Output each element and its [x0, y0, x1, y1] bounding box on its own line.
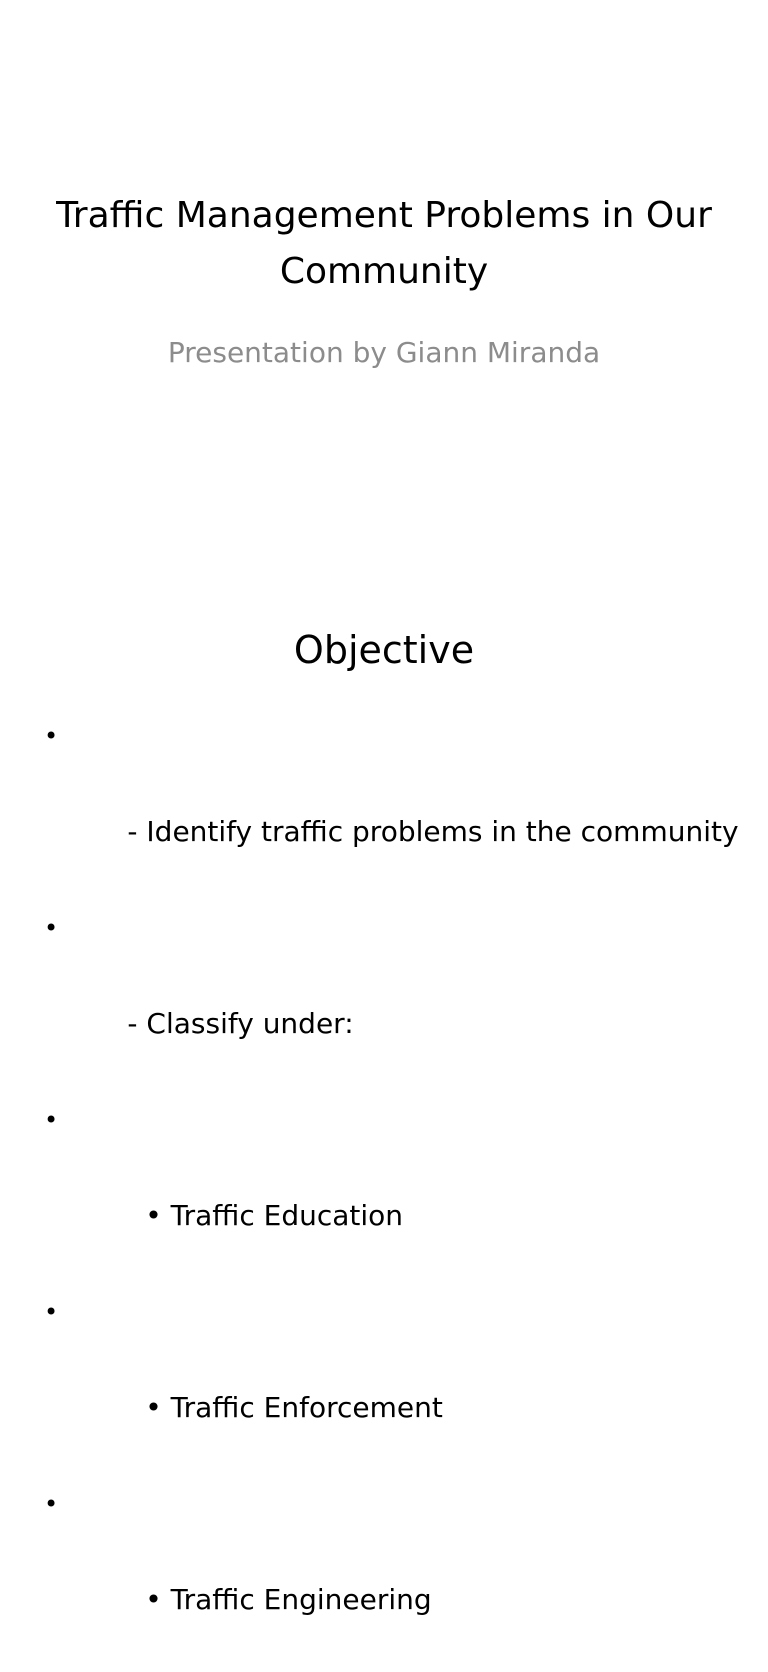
- bullet-text: - Classify under:: [127, 1007, 354, 1040]
- bullet-item: [40, 1288, 730, 1480]
- title-slide: [0, 0, 768, 576]
- bullet-dot-icon: •: [44, 1490, 59, 1518]
- objective-slide: [0, 576, 768, 1616]
- bullet-text: • Traffic Engineering: [127, 1583, 432, 1616]
- bullet-dot-icon: •: [44, 722, 59, 750]
- slide-title: Objective: [293, 628, 475, 672]
- bullet-dot-icon: •: [44, 914, 59, 942]
- bullet-item: [40, 1480, 730, 1672]
- bullet-dot-icon: •: [44, 1106, 59, 1134]
- bullet-item: [40, 904, 730, 1096]
- bullet-item: [40, 1096, 730, 1288]
- bullet-list: [40, 712, 739, 1672]
- bullet-text: - Identify traffic problems in the community: [127, 815, 739, 848]
- bullet-item: [40, 712, 739, 904]
- bullet-dot-icon: •: [44, 1298, 59, 1326]
- bullet-text: • Traffic Enforcement: [127, 1391, 443, 1424]
- bullet-text: • Traffic Education: [127, 1199, 404, 1232]
- slide-title: Traffic Management Problems in Our Community: [56, 195, 712, 292]
- slide-subtitle: Presentation by Giann Miranda: [167, 336, 601, 369]
